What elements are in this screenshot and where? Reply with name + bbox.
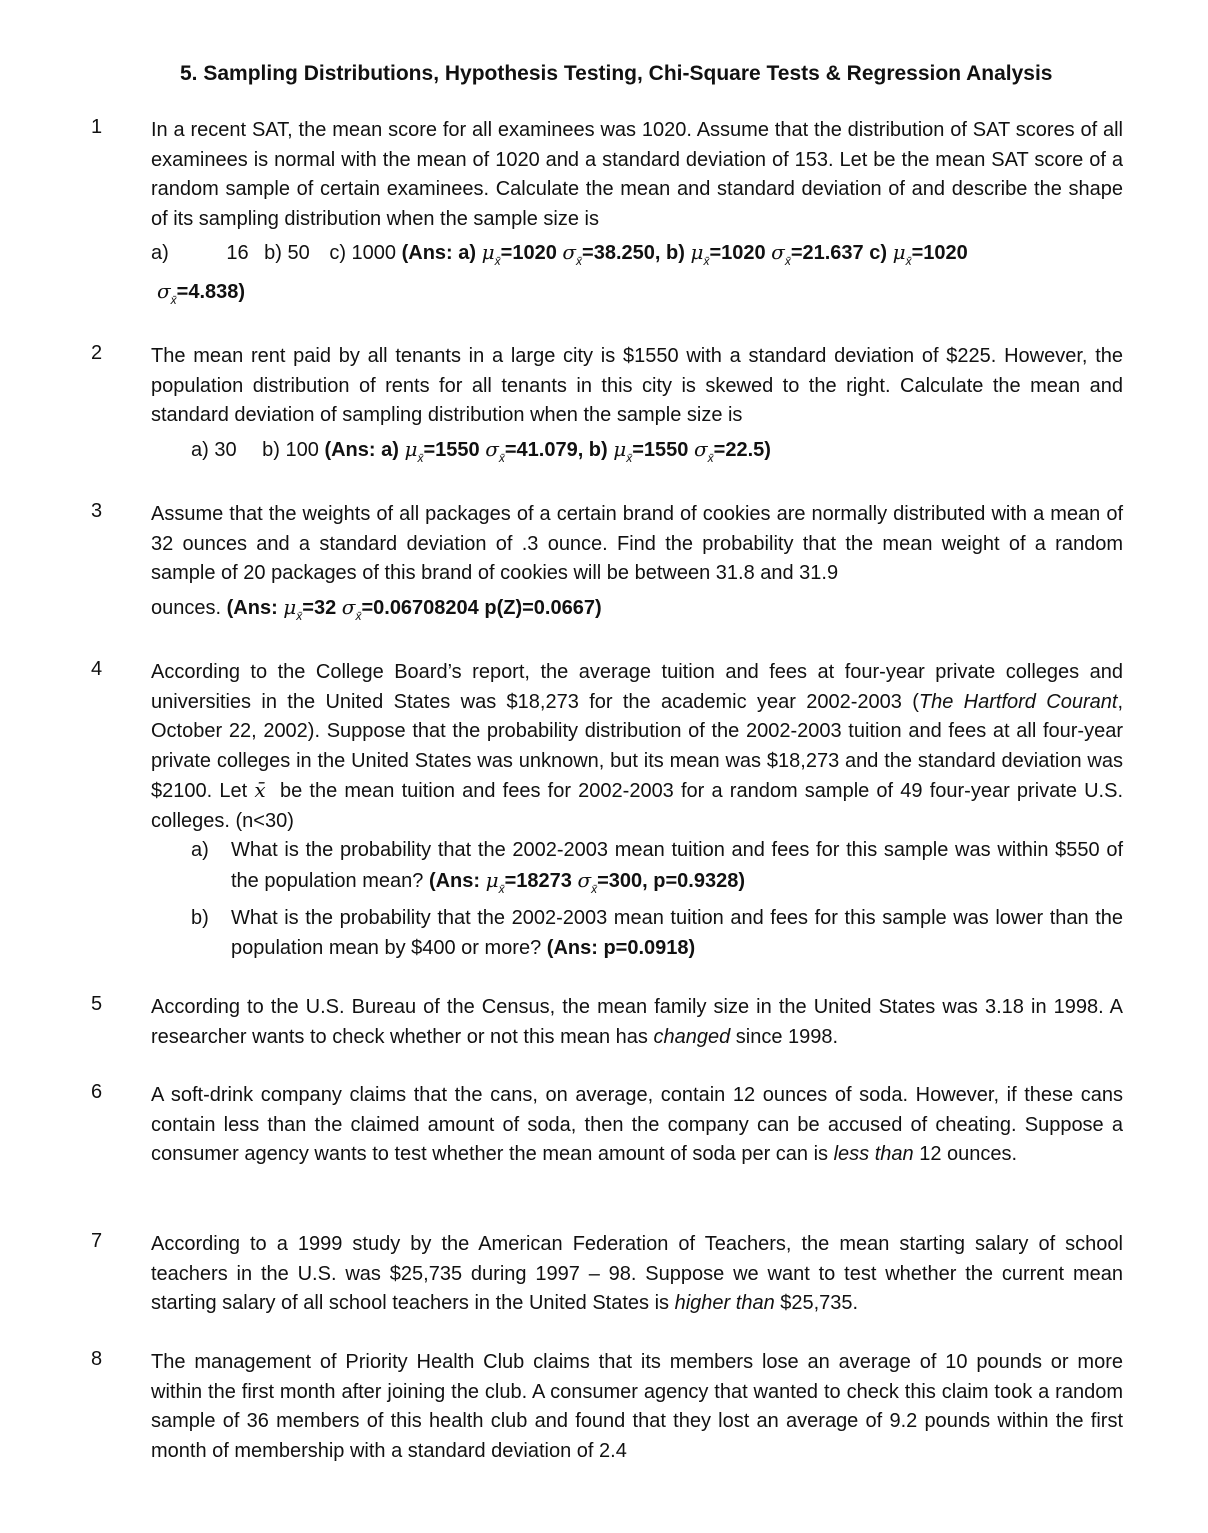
question-body bbox=[151, 658, 1123, 963]
question-number: 5 bbox=[91, 993, 103, 1015]
sub-question-a: a) What is the probability that the 2002-2003 mean tuition and fees for this sample was within $550 of the population mean? (Ans: $\mu_{x̄}=18273$ $\sigma_{x̄}=300$, p=0.9328) bbox=[191, 839, 1123, 896]
sigma-symbol: σ bbox=[771, 240, 785, 264]
answer-line: a) 30 b) 100 (Ans: a) $\mu_{x̄}=1550$ $\sigma_{x̄}=41.079$, b) $\mu_{x̄}=1550$ $\sigma_{x̄}=22.5$) bbox=[191, 436, 771, 465]
question-body bbox=[151, 993, 1123, 1052]
answer-line: ounces. (Ans: $\mu_{x̄}=32$ $\sigma_{x̄}=0.06708204$ p(Z)=0.0667) bbox=[151, 594, 602, 623]
question-text: A soft-drink company claims that the cans, on average, contain 12 ounces of soda. However, if these cans contain less than the claimed amount of soda, then the company can be accused of cheating. Suppose a consumer agency wants to test whether the mean amount of soda per can is less than 12 ounces. bbox=[151, 1084, 1123, 1165]
question-number: 4 bbox=[91, 658, 103, 680]
question-body bbox=[151, 1081, 1123, 1170]
question-text: Assume that the weights of all packages of a certain brand of cookies are normally distributed with a mean of 32 ounces and a standard deviation of .3 ounce. Find the probability that the mean weight of a random sample of 20 packages of this brand of cookies will be between 31.8 and 31.9 bbox=[151, 503, 1123, 584]
question-body bbox=[151, 500, 1123, 625]
xbar-symbol: x̄ bbox=[254, 778, 266, 802]
answer-line-cont: $\sigma_{x̄}=4.838$) bbox=[157, 278, 246, 307]
question-number: 6 bbox=[91, 1081, 103, 1103]
question-body bbox=[151, 1230, 1123, 1319]
question-text: The management of Priority Health Club claims that its members lose an average of 10 pounds or more within the first month after joining the club. A consumer agency that wanted to check this claim took a random sample of 36 members of this health club and found that they lost an average of 9.2 pounds within the first month of membership with a standard deviation of 2.4 bbox=[151, 1351, 1123, 1462]
sub-questions bbox=[191, 836, 1123, 963]
question-text: According to the U.S. Bureau of the Census, the mean family size in the United States was 3.18 in 1998. A researcher wants to check whether or not this mean has changed since 1998. bbox=[151, 996, 1123, 1048]
question-text: In a recent SAT, the mean score for all examinees was 1020. Assume that the distribution of SAT scores of all examinees is normal with the mean of 1020 and a standard deviation of 153. Let be the mean SAT score of a random sample of certain examinees. Calculate the mean and standard deviation of and describe the shape of its sampling distribution when the sample size is bbox=[151, 119, 1123, 230]
question-number: 2 bbox=[91, 342, 103, 364]
question-body bbox=[151, 1348, 1123, 1466]
source-citation: The Hartford Courant bbox=[918, 690, 1118, 713]
sigma-symbol: σ bbox=[157, 278, 171, 303]
sub-question-b: b) What is the probability that the 2002-2003 mean tuition and fees for this sample was lower than the population mean by $400 or more? (Ans: p=0.0918) bbox=[191, 907, 1123, 959]
mu-symbol: μ bbox=[481, 240, 495, 264]
sigma-symbol: σ bbox=[562, 240, 577, 264]
question-number: 8 bbox=[91, 1348, 103, 1370]
question-number: 7 bbox=[91, 1230, 103, 1252]
page-title: 5. Sampling Distributions, Hypothesis Testing, Chi-Square Tests & Regression Analysis bbox=[180, 62, 1053, 85]
mu-symbol: μ bbox=[892, 240, 906, 264]
question-body bbox=[151, 342, 1123, 467]
question-body bbox=[151, 116, 1123, 309]
question-number: 3 bbox=[91, 500, 103, 522]
question-text: The mean rent paid by all tenants in a large city is $1550 with a standard deviation of $225. However, the population distribution of rents for all tenants in this city is skewed to the right. Calculate the mean and standard deviation of sampling distribution when the sample size is bbox=[151, 345, 1123, 426]
mu-symbol: μ bbox=[690, 240, 704, 264]
answer-line: a) 16 b) 50 c) 1000 (Ans: a) $\mu_{x̄}=1020$ $\sigma_{x̄}=38.250$, b) $\mu_{x̄}=1020$ $\sigma_{x̄}=21.637$ c) $\mu_{x̄}=1020$ bbox=[151, 240, 968, 268]
question-text: According to a 1999 study by the American Federation of Teachers, the mean starting salary of school teachers in the U.S. was $25,735 during 1997 – 98. Suppose we want to test whether the current mean starting salary of all school teachers in the United States is higher than $25,735. bbox=[151, 1233, 1123, 1314]
question-text: According to the College Board’s report, the average tuition and fees at four-year private colleges and universities in the United States was $18,273 for the academic year 2002-2003 (The Hartford Courant, October 22, 2002). Suppose that the probability distribution of the 2002-2003 tuition and fees at all four-year private colleges in the United States was unknown, but its mean was $18,273 and the standard deviation was $2100. Let x̄ be the mean tuition and fees for 2002-2003 for a random sample of 49 four-year private U.S. colleges. (n<30) bbox=[151, 661, 1124, 832]
question-number: 1 bbox=[91, 116, 103, 138]
